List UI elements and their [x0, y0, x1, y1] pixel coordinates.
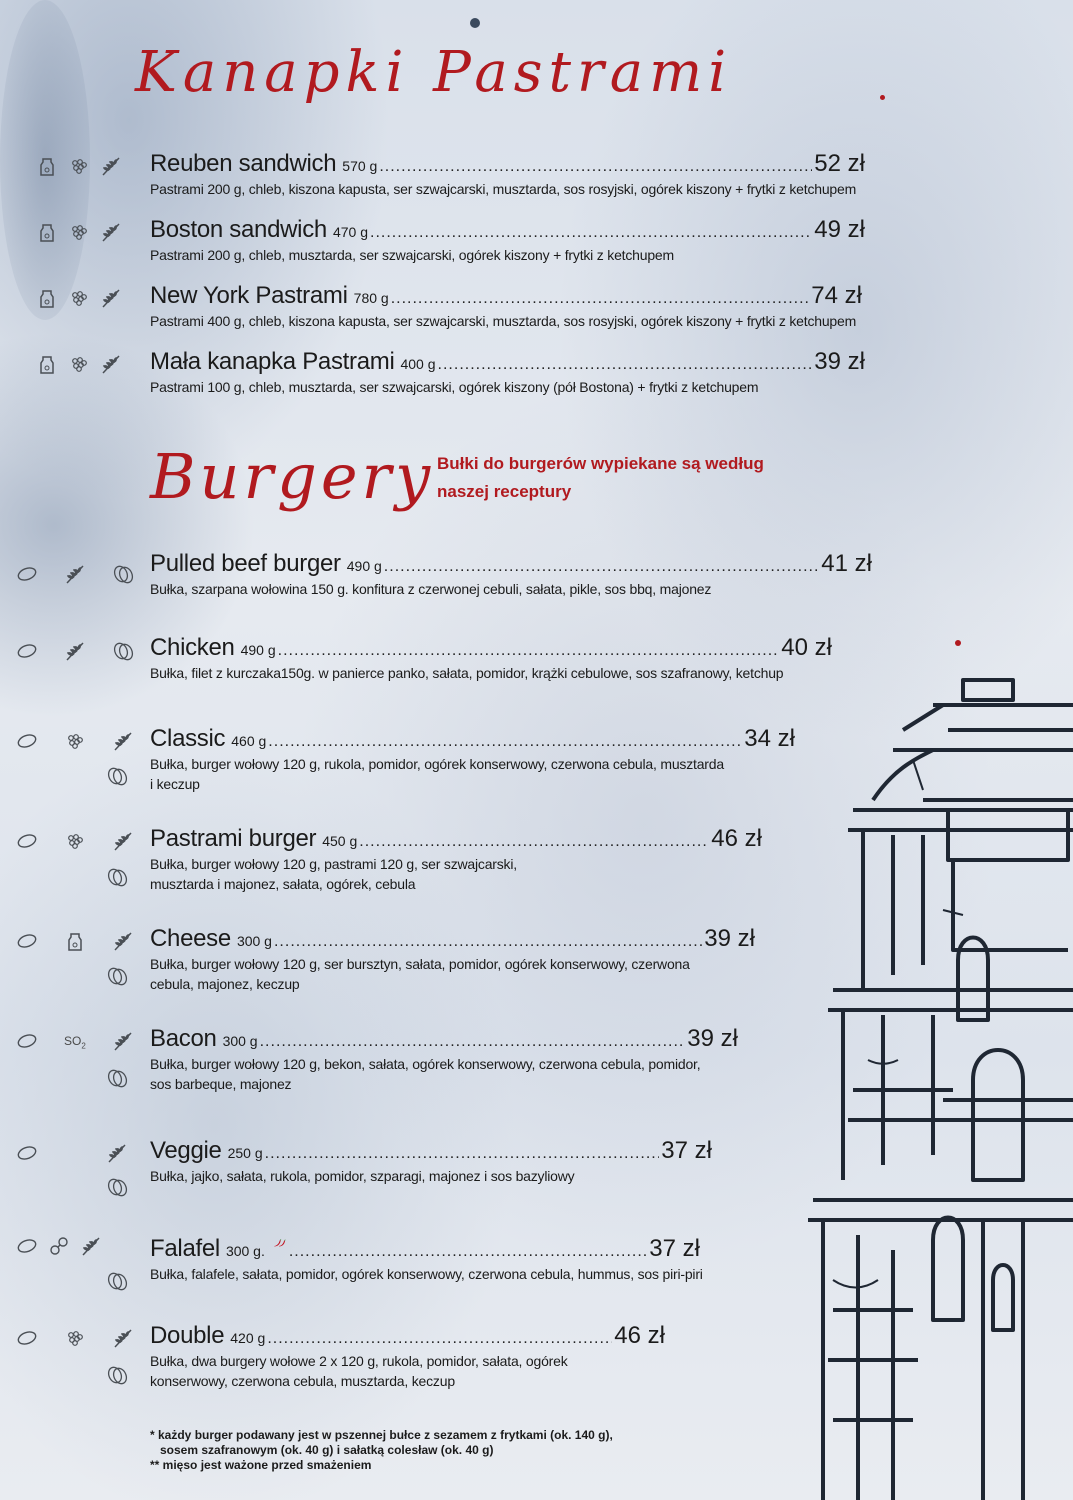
item-name: Cheese	[150, 925, 231, 952]
mustard-seeds-icon	[68, 221, 90, 243]
milk-carton-icon	[36, 287, 58, 309]
footnotes	[150, 1428, 613, 1473]
item-price: 34 zł	[744, 725, 795, 752]
allergen-icons	[16, 930, 134, 952]
egg-icon	[16, 640, 38, 662]
dot-leader	[260, 1033, 686, 1051]
item-description: Bułka, burger wołowy 120 g, ser bursztyn, sałata, pomidor, ogórek konserwowy, czerwona cebula, majonez, keczup	[150, 956, 690, 992]
item-name: Reuben sandwich	[150, 150, 337, 177]
milk-carton-icon	[36, 353, 58, 375]
mustard-seeds-icon	[64, 730, 86, 752]
item-weight: 300 g	[236, 933, 272, 949]
wheat-icon	[112, 1030, 134, 1052]
item-price: 41 zł	[821, 550, 872, 577]
sesame-icon	[106, 965, 128, 987]
menu-item	[150, 634, 832, 683]
so2-label: SO	[64, 1034, 82, 1048]
egg-icon	[16, 930, 38, 952]
ink-drop	[880, 95, 885, 100]
item-name: Mała kanapka Pastrami	[150, 348, 395, 375]
item-name: Veggie	[150, 1137, 222, 1164]
allergen-icons	[36, 221, 122, 243]
item-weight: 470 g	[332, 224, 368, 240]
item-weight: 450 g	[322, 833, 358, 849]
menu-item	[150, 282, 862, 331]
mustard-seeds-icon	[64, 830, 86, 852]
sesame-icon	[112, 640, 134, 662]
item-price: 40 zł	[781, 634, 832, 661]
item-name: Chicken	[150, 634, 235, 661]
item-weight: 400 g	[400, 356, 436, 372]
menu-item	[150, 1025, 738, 1094]
section-title-burgery: Burgery	[150, 440, 435, 513]
item-name: Double	[150, 1322, 225, 1349]
item-name: Bacon	[150, 1025, 217, 1052]
item-description: Bułka, burger wołowy 120 g, pastrami 120 g, ser szwajcarski, musztarda i majonez, sałata, ogórek, cebula	[150, 856, 517, 892]
allergen-icons	[16, 1327, 134, 1349]
egg-icon	[16, 1142, 38, 1164]
menu-item	[150, 925, 755, 994]
allergen-icons	[16, 640, 134, 662]
item-description: Bułka, dwa burgery wołowe 2 x 120 g, rukola, pomidor, sałata, ogórek konserwowy, czerwona cebula, musztarda, keczup	[150, 1353, 568, 1389]
wheat-icon	[112, 830, 134, 852]
item-weight: 570 g	[342, 158, 378, 174]
chili-pepper-icon	[273, 1230, 287, 1256]
menu-item	[150, 725, 795, 794]
item-name: Classic	[150, 725, 226, 752]
bun-note: Bułki do burgerów wypiekane są według naszej receptury	[437, 454, 764, 501]
item-weight: 300 g	[222, 1033, 258, 1049]
allergen-icons	[16, 1030, 134, 1052]
item-weight: 490 g	[240, 642, 276, 658]
dot-leader	[267, 1330, 612, 1348]
allergen-icons	[16, 1142, 38, 1164]
item-description: Bułka, burger wołowy 120 g, bekon, sałata, ogórek konserwowy, czerwona cebula, pomidor, sos barbeque, majonez	[150, 1056, 701, 1092]
egg-icon	[16, 830, 38, 852]
item-name: Falafel	[150, 1235, 220, 1262]
menu-item	[150, 1230, 703, 1284]
sesame-icon	[106, 866, 128, 888]
item-description: Bułka, falafele, sałata, pomidor, ogórek konserwowy, czerwona cebula, hummus, sos piri-piri	[150, 1266, 703, 1282]
menu-item	[150, 348, 865, 397]
footnote-2: sosem szafranowym (ok. 40 g) i sałatką colesław (ok. 40 g)	[160, 1443, 494, 1457]
item-price: 74 zł	[811, 282, 862, 309]
item-weight: 300 g.	[225, 1243, 265, 1259]
item-name: New York Pastrami	[150, 282, 348, 309]
footnote-3: ** mięso jest ważone przed smażeniem	[150, 1458, 372, 1472]
sesame-icon	[106, 1176, 128, 1198]
peanut-icon	[48, 1235, 70, 1257]
item-price: 37 zł	[661, 1137, 712, 1164]
item-description: Bułka, szarpana wołowina 150 g. konfitura z czerwonej cebuli, sałata, pikle, sos bbq, majonez	[150, 581, 712, 597]
item-description: Bułka, burger wołowy 120 g, rukola, pomidor, ogórek konserwowy, czerwona cebula, musztarda i keczup	[150, 756, 724, 792]
item-weight: 490 g	[346, 558, 382, 574]
sesame-icon	[106, 1270, 128, 1292]
item-name: Boston sandwich	[150, 216, 327, 243]
mustard-seeds-icon	[68, 287, 90, 309]
wheat-icon	[100, 155, 122, 177]
mustard-seeds-icon	[68, 155, 90, 177]
dot-leader	[274, 933, 702, 951]
item-weight: 420 g	[230, 1330, 266, 1346]
mustard-seeds-icon	[68, 353, 90, 375]
dot-leader	[268, 733, 742, 751]
menu-item	[150, 1137, 712, 1186]
dot-leader	[384, 558, 820, 576]
item-description: Pastrami 100 g, chleb, musztarda, ser szwajcarski, ogórek kiszony (pół Bostona) + frytki z ketchupem	[150, 379, 759, 395]
wheat-icon	[100, 353, 122, 375]
item-price: 46 zł	[711, 825, 762, 852]
item-price: 46 zł	[614, 1322, 665, 1349]
allergen-icons	[36, 155, 122, 177]
allergen-icons	[36, 287, 122, 309]
dot-leader	[278, 642, 780, 660]
allergen-icons	[16, 563, 134, 585]
milk-carton-icon	[36, 155, 58, 177]
dot-leader	[379, 158, 812, 176]
sesame-icon	[112, 563, 134, 585]
item-description: Pastrami 400 g, chleb, kiszona kapusta, ser szwajcarski, musztarda, sos rosyjski, ogórek kiszony + frytki z ketchupem	[150, 313, 857, 329]
dot-leader	[438, 356, 813, 374]
sesame-icon	[106, 1067, 128, 1089]
menu-item	[150, 216, 865, 265]
egg-icon	[16, 1030, 38, 1052]
item-price: 49 zł	[814, 216, 865, 243]
egg-icon	[16, 1235, 38, 1257]
item-weight: 460 g	[231, 733, 267, 749]
dot-leader	[289, 1243, 647, 1261]
wheat-icon	[112, 730, 134, 752]
egg-icon	[16, 730, 38, 752]
milk-carton-icon	[36, 221, 58, 243]
dot-leader	[391, 290, 810, 308]
egg-icon	[16, 1327, 38, 1349]
sesame-icon	[106, 1364, 128, 1386]
wheat-icon	[112, 930, 134, 952]
item-name: Pulled beef burger	[150, 550, 341, 577]
wheat-icon	[64, 640, 86, 662]
castle-sketch-illustration	[773, 660, 1073, 1500]
footnote-1: * każdy burger podawany jest w pszennej bułce z sezamem z frytkami (ok. 140 g),	[150, 1428, 613, 1442]
section-title-pastrami: Kanapki Pastrami	[135, 40, 733, 105]
allergen-icons	[36, 353, 122, 375]
ink-drop	[470, 18, 480, 28]
menu-item	[150, 1322, 665, 1391]
item-weight: 250 g	[227, 1145, 263, 1161]
item-description: Bułka, jajko, sałata, rukola, pomidor, szparagi, majonez i sos bazyliowy	[150, 1168, 575, 1184]
dot-leader	[265, 1145, 660, 1163]
item-description: Bułka, filet z kurczaka150g. w panierce panko, sałata, pomidor, krążki cebulowe, sos szafranowy, ketchup	[150, 665, 784, 681]
milk-carton-icon	[64, 930, 86, 952]
menu-item	[150, 550, 872, 599]
item-price: 39 zł	[814, 348, 865, 375]
item-name: Pastrami burger	[150, 825, 317, 852]
sulphites-icon: $SO_2$	[64, 1034, 86, 1051]
mustard-seeds-icon	[64, 1327, 86, 1349]
ink-drop	[955, 640, 961, 646]
item-price: 52 zł	[814, 150, 865, 177]
egg-icon	[16, 563, 38, 585]
item-price: 39 zł	[704, 925, 755, 952]
menu-item	[150, 150, 865, 199]
wheat-icon	[112, 1327, 134, 1349]
item-weight: 780 g	[353, 290, 389, 306]
item-price: 39 zł	[687, 1025, 738, 1052]
item-description: Pastrami 200 g, chleb, kiszona kapusta, ser szwajcarski, musztarda, sos rosyjski, ogórek kiszony + frytki z ketchupem	[150, 181, 857, 197]
dot-leader	[359, 833, 709, 851]
wheat-icon	[100, 221, 122, 243]
wheat-icon	[100, 287, 122, 309]
menu-item	[150, 825, 762, 894]
sesame-icon	[106, 765, 128, 787]
allergen-icons	[16, 1235, 102, 1257]
allergen-icons	[16, 830, 134, 852]
wheat-icon	[106, 1142, 128, 1164]
dot-leader	[370, 224, 812, 242]
allergen-icons	[16, 730, 134, 752]
item-description: Pastrami 200 g, chleb, musztarda, ser szwajcarski, ogórek kiszony + frytki z ketchupem	[150, 247, 674, 263]
item-price: 37 zł	[649, 1235, 700, 1262]
wheat-icon	[64, 563, 86, 585]
wheat-icon	[80, 1235, 102, 1257]
